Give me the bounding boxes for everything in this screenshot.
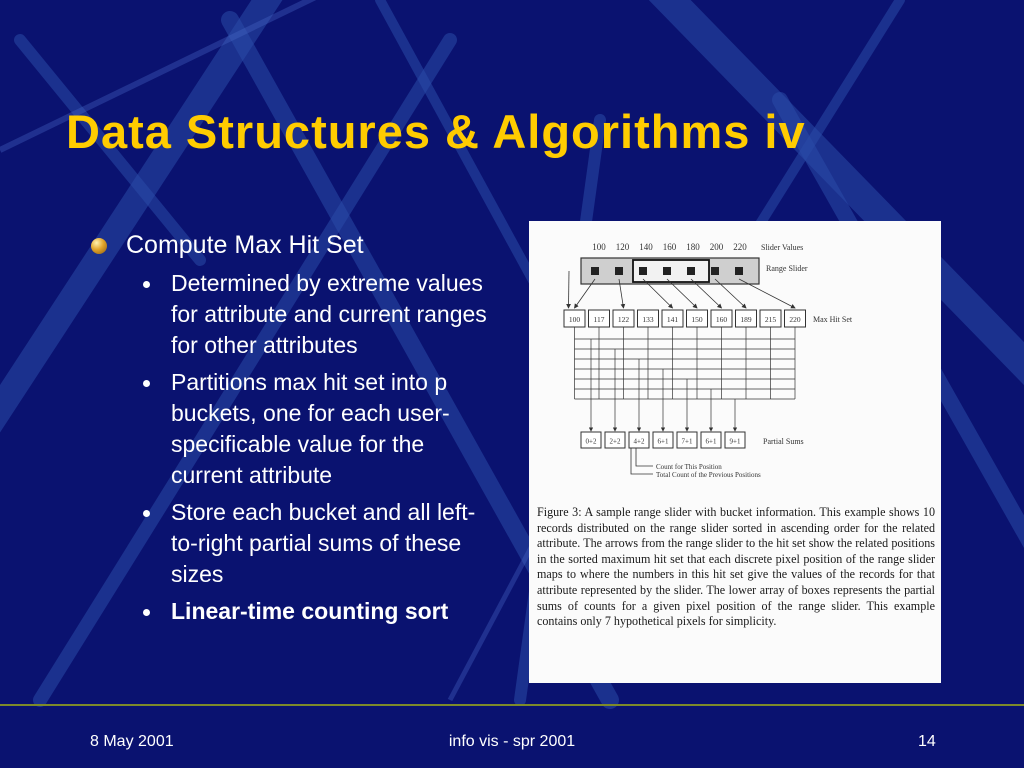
partial-sums-label: Partial Sums bbox=[763, 437, 804, 446]
max-hit-set-value: 122 bbox=[617, 315, 630, 324]
count-label: Count for This Position bbox=[656, 463, 722, 471]
slider-pixel-marker bbox=[591, 267, 599, 275]
max-hit-set-label: Max Hit Set bbox=[813, 315, 853, 324]
gold-ball-bullet-icon bbox=[91, 238, 107, 254]
sub-bullet-item bbox=[171, 497, 508, 590]
figure-caption: Figure 3: A sample range slider with bucket information. This example shows 10 records distributed on the range slider sorted in ascending order for the related attribute. The arrows from the range slider to the hit set show the related positions in the sorted maximum hit set that each discrete pixel position of the range slider maps to where the numbers in this hit set give the values of the records for that attribute represented by the slider. The lower array of boxes represents the partial sums of counts for a given pixel position of the range slider. This example contains only 7 hypothetical pixels for simplicity. bbox=[537, 505, 935, 629]
total-label: Total Count of the Previous Positions bbox=[656, 471, 761, 479]
sub-bullet-item bbox=[171, 268, 508, 361]
partial-sum-value: 4+2 bbox=[633, 437, 645, 446]
sub-bullet-list bbox=[88, 268, 508, 627]
max-hit-set-value: 133 bbox=[642, 315, 654, 324]
bullet-dot-icon bbox=[143, 510, 150, 517]
max-hit-set-value: 150 bbox=[691, 315, 703, 324]
count-leader-line bbox=[636, 448, 653, 466]
total-leader-line bbox=[631, 448, 653, 474]
partial-sum-value: 0+2 bbox=[585, 437, 597, 446]
slider-value-label: 100 bbox=[592, 242, 606, 252]
partial-sum-value: 9+1 bbox=[729, 437, 741, 446]
main-bullet bbox=[88, 230, 508, 260]
sub-bullet-text: Linear-time counting sort bbox=[171, 598, 449, 624]
slider-values-label: Slider Values bbox=[761, 243, 804, 252]
partial-sum-value: 6+1 bbox=[705, 437, 717, 446]
slider-pixel-marker bbox=[663, 267, 671, 275]
slider-value-label: 200 bbox=[709, 242, 724, 252]
sub-bullet-item bbox=[171, 367, 508, 491]
slider-value-label: 140 bbox=[639, 242, 653, 252]
slider-to-hitset-arrow bbox=[569, 271, 570, 308]
max-hit-set-value: 220 bbox=[789, 315, 801, 324]
partial-sum-value: 7+1 bbox=[681, 437, 693, 446]
range-slider-figure bbox=[529, 221, 941, 683]
slide-body bbox=[88, 230, 508, 633]
partial-sum-value: 6+1 bbox=[657, 437, 669, 446]
sub-bullet-text: Partitions max hit set into p buckets, one for each user-specificable value for the current attribute bbox=[171, 369, 450, 488]
slider-pixel-marker bbox=[639, 267, 647, 275]
footer-divider bbox=[0, 704, 1024, 706]
max-hit-set-value: 160 bbox=[715, 315, 728, 324]
max-hit-set-value: 100 bbox=[568, 315, 581, 324]
slide-number: 14 bbox=[918, 733, 936, 750]
slider-value-label: 120 bbox=[615, 242, 630, 252]
partial-sum-value: 2+2 bbox=[609, 437, 621, 446]
sub-bullet-text: Store each bucket and all left-to-right partial sums of these sizes bbox=[171, 499, 476, 587]
sub-bullet-text: Determined by extreme values for attribute and current ranges for other attributes bbox=[171, 270, 487, 358]
slide-title: Data Structures & Algorithms iv bbox=[66, 105, 806, 158]
slider-pixel-marker bbox=[615, 267, 623, 275]
range-slider-diagram bbox=[529, 221, 941, 501]
range-slider-label: Range Slider bbox=[766, 264, 808, 273]
max-hit-set-value: 117 bbox=[593, 315, 605, 324]
footer-date: 8 May 2001 bbox=[90, 733, 174, 750]
slider-value-label: 220 bbox=[733, 242, 747, 252]
max-hit-set-value: 141 bbox=[666, 315, 679, 324]
slider-pixel-marker bbox=[711, 267, 719, 275]
max-hit-set-value: 215 bbox=[764, 315, 777, 324]
footer-course: info vis - spr 2001 bbox=[448, 733, 576, 750]
max-hit-set-value: 189 bbox=[740, 315, 752, 324]
bullet-dot-icon bbox=[143, 609, 150, 616]
slider-pixel-marker bbox=[735, 267, 743, 275]
slider-value-label: 160 bbox=[662, 242, 677, 252]
slider-to-hitset-arrow bbox=[739, 279, 795, 308]
bullet-dot-icon bbox=[143, 281, 150, 288]
slider-value-label: 180 bbox=[686, 242, 700, 252]
sub-bullet-item bbox=[171, 596, 508, 627]
bullet-dot-icon bbox=[143, 380, 150, 387]
slider-pixel-marker bbox=[687, 267, 695, 275]
main-bullet-text: Compute Max Hit Set bbox=[126, 231, 364, 259]
